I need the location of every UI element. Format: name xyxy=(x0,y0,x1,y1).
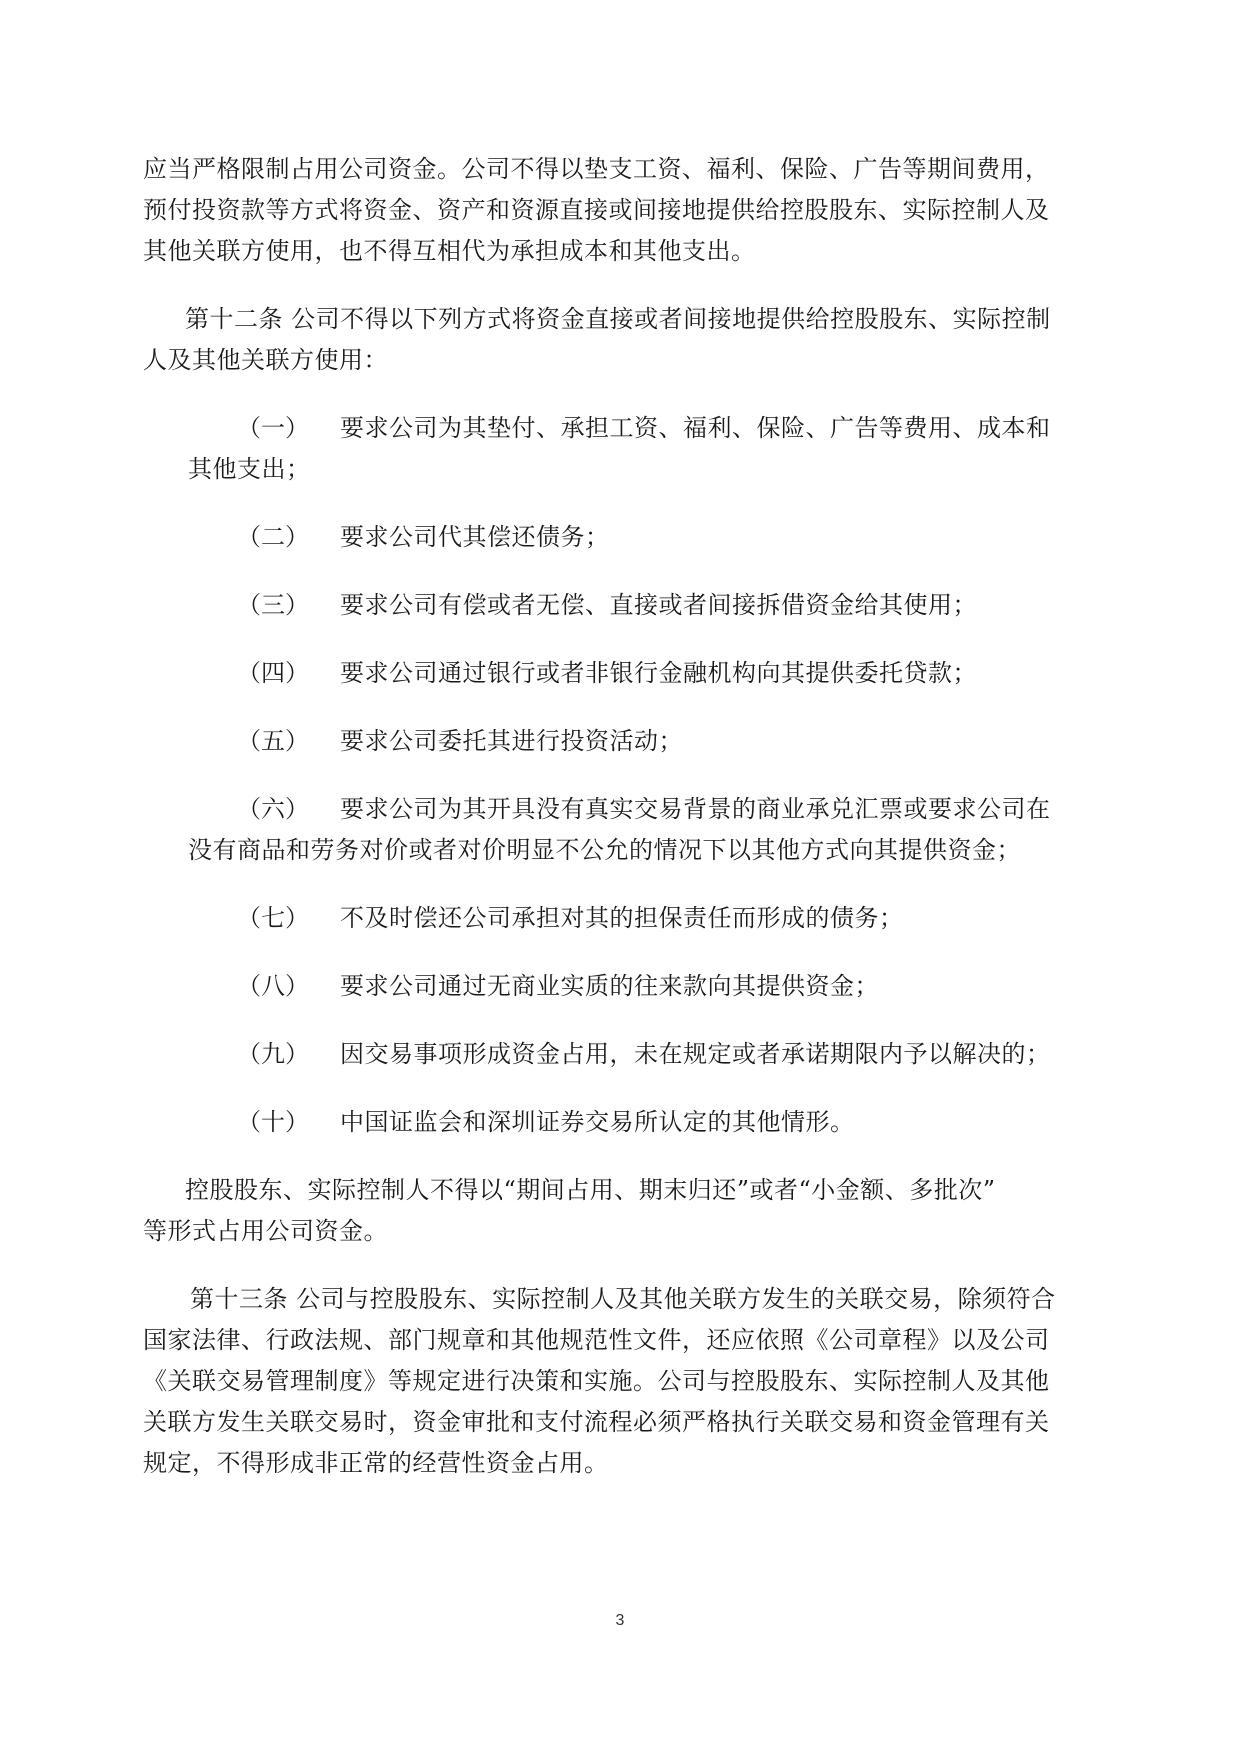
list-item-text: 要求公司代其偿还债务； xyxy=(340,523,610,551)
list-item-number: （四） xyxy=(237,659,309,687)
list-item-text: 因交易事项形成资金占用，未在规定或者承诺期限内予以解决的； xyxy=(340,1040,1051,1068)
list-item-number: （六） xyxy=(237,795,309,823)
list-item-continuation: 没有商品和劳务对价或者对价明显不公允的情况下以其他方式向其提供资金； xyxy=(188,836,1021,864)
text-line: 人及其他关联方使用： xyxy=(143,346,388,374)
text-line: 预付投资款等方式将资金、资产和资源直接或间接地提供给控股股东、实际控制人及 xyxy=(143,196,1050,224)
list-item-text: 要求公司委托其进行投资活动； xyxy=(340,727,683,755)
text-line: 国家法律、行政法规、部门规章和其他规范性文件，还应依照《公司章程》以及公司 xyxy=(143,1326,1050,1354)
list-item-number: （十） xyxy=(237,1108,309,1136)
list-item-number: （九） xyxy=(237,1040,309,1068)
article-heading-line: 第十二条 公司不得以下列方式将资金直接或者间接地提供给控股股东、实际控制 xyxy=(185,305,1051,333)
list-item-text: 不及时偿还公司承担对其的担保责任而形成的债务； xyxy=(340,904,904,932)
text-line: 等形式占用公司资金。 xyxy=(143,1217,388,1245)
list-item-text: 要求公司为其开具没有真实交易背景的商业承兑汇票或要求公司在 xyxy=(340,795,1051,823)
list-item-number: （一） xyxy=(237,414,309,442)
list-item-number: （二） xyxy=(237,523,309,551)
list-item-continuation: 其他支出； xyxy=(188,455,311,483)
list-item-number: （三） xyxy=(237,591,309,619)
page-number: 3 xyxy=(615,1612,625,1629)
list-item-number: （八） xyxy=(237,972,309,1000)
text-line: 关联方发生关联交易时，资金审批和支付流程必须严格执行关联交易和资金管理有关 xyxy=(143,1408,1050,1436)
article-heading-line: 第十三条 公司与控股股东、实际控制人及其他关联方发生的关联交易，除须符合 xyxy=(190,1285,1056,1313)
list-item-text: 要求公司通过银行或者非银行金融机构向其提供委托贷款； xyxy=(340,659,977,687)
list-item-text: 要求公司为其垫付、承担工资、福利、保险、广告等费用、成本和 xyxy=(340,414,1051,442)
list-item-text: 中国证监会和深圳证券交易所认定的其他情形。 xyxy=(340,1108,855,1136)
list-item-text: 要求公司有偿或者无偿、直接或者间接拆借资金给其使用； xyxy=(340,591,977,619)
list-item-number: （五） xyxy=(237,727,309,755)
text-line: 其他关联方使用，也不得互相代为承担成本和其他支出。 xyxy=(143,237,756,265)
text-line: 《关联交易管理制度》等规定进行决策和实施。公司与控股股东、实际控制人及其他 xyxy=(143,1367,1050,1395)
text-line: 应当严格限制占用公司资金。公司不得以垫支工资、福利、保险、广告等期间费用， xyxy=(143,155,1050,183)
text-line: 控股股东、实际控制人不得以“期间占用、期末归还”或者“小金额、多批次” xyxy=(185,1176,996,1204)
text-line: 规定，不得形成非正常的经营性资金占用。 xyxy=(143,1449,609,1477)
list-item-text: 要求公司通过无商业实质的往来款向其提供资金； xyxy=(340,972,879,1000)
list-item-number: （七） xyxy=(237,904,309,932)
